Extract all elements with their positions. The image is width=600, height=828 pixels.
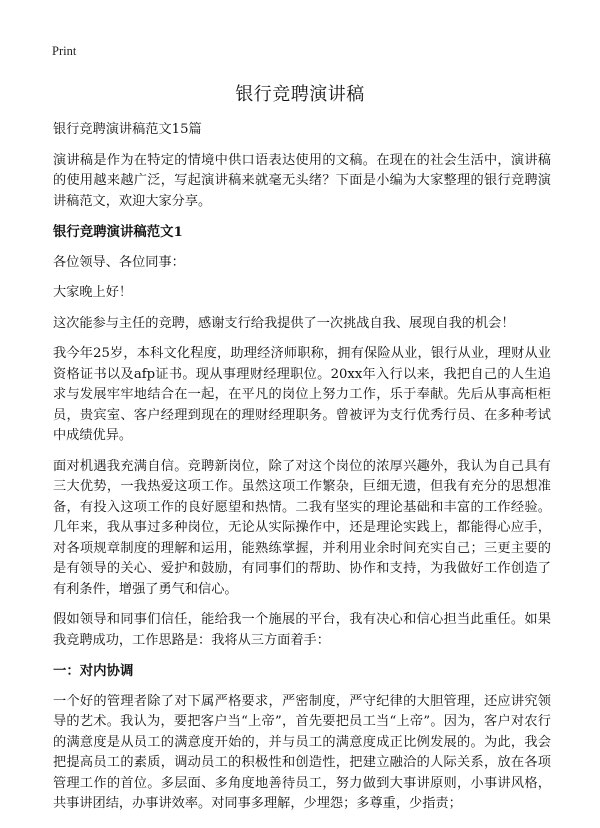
body-paragraph-1: 这次能参与主任的竞聘，感谢支行给我提供了一次挑战自我、展现自我的机会！ bbox=[53, 315, 515, 331]
subheading-internal-coordination: 一：对内协调 bbox=[53, 663, 134, 679]
body-paragraph-2: 我今年25岁，本科文化程度，助理经济师职称，拥有保险从业，银行从业，理财从业资格证书以及afp证书。现从事理财经理职位。20xx年入行以来，我把自己的人生追求与发展牢牢地结合在一起，在平凡的岗位上努力工作，乐于奉献。先后从事高柜柜员，贵宾室、客户经理到现在的理财经理职务。曾被评为支行优秀行员、在多种考试中成绩优异。 bbox=[53, 346, 551, 443]
intro-paragraph: 演讲稿是作为在特定的情境中供口语表达使用的文稿。在现在的社会生活中，演讲稿的使用越来越广泛，写起演讲稿来就毫无头绪？下面是小编为大家整理的银行竞聘演讲稿范文，欢迎大家分享。 bbox=[53, 152, 551, 209]
evening-paragraph: 大家晚上好！ bbox=[53, 285, 133, 300]
body-paragraph-3: 面对机遇我充满自信。竞聘新岗位，除了对这个岗位的浓厚兴趣外，我认为自己具有三大优势，一我热爱这项工作。虽然这项工作繁杂，巨细无遗，但我有充分的思想准备，有投入这项工作的良好愿望和热情。二我有坚实的理论基础和丰富的工作经验。几年来，我从事过多种岗位，无论从实际操作中，还是理论实践上，都能得心应手，对各项规章制度的理解和运用，能熟练掌握，并利用业余时间充实自己；三更主要的是有领导的关心、爱护和鼓励，有同事们的帮助、协作和支持，为我做好工作创造了有利条件，增强了勇气和信心。 bbox=[53, 458, 551, 597]
section-heading: 银行竞聘演讲稿范文1 bbox=[53, 224, 183, 240]
greeting-paragraph: 各位领导、各位同事： bbox=[53, 254, 185, 270]
page-title: 银行竞聘演讲稿 bbox=[235, 84, 365, 105]
body-paragraph-5: 一个好的管理者除了对下属严格要求，严密制度，严守纪律的大胆管理，还应讲究领导的艺术。我认为，要把客户当“上帝”，首先要把员工当“上帝”。因为，客户对农行的满意度是从员工的满意度开始的，并与员工的满意度成正比例发展的。为此，我会把提高员工的素质，调动员工的积极性和创造性，把建立融洽的人际关系，放在各项管理工作的首位。多层面、多角度地善待员工，努力做到大事讲原则，小事讲风格，共事讲团结，办事讲效率。对同事多理解，少埋怨；多尊重，少指责； bbox=[53, 693, 551, 811]
article-subtitle: 银行竞聘演讲稿范文15篇 bbox=[53, 122, 202, 137]
body-paragraph-4: 假如领导和同事们信任，能给我一个施展的平台，我有决心和信心担当此重任。如果我竞聘成功，工作思路是：我将从三方面着手： bbox=[53, 612, 551, 648]
print-link[interactable]: Print bbox=[52, 44, 77, 58]
article-body bbox=[53, 120, 551, 815]
